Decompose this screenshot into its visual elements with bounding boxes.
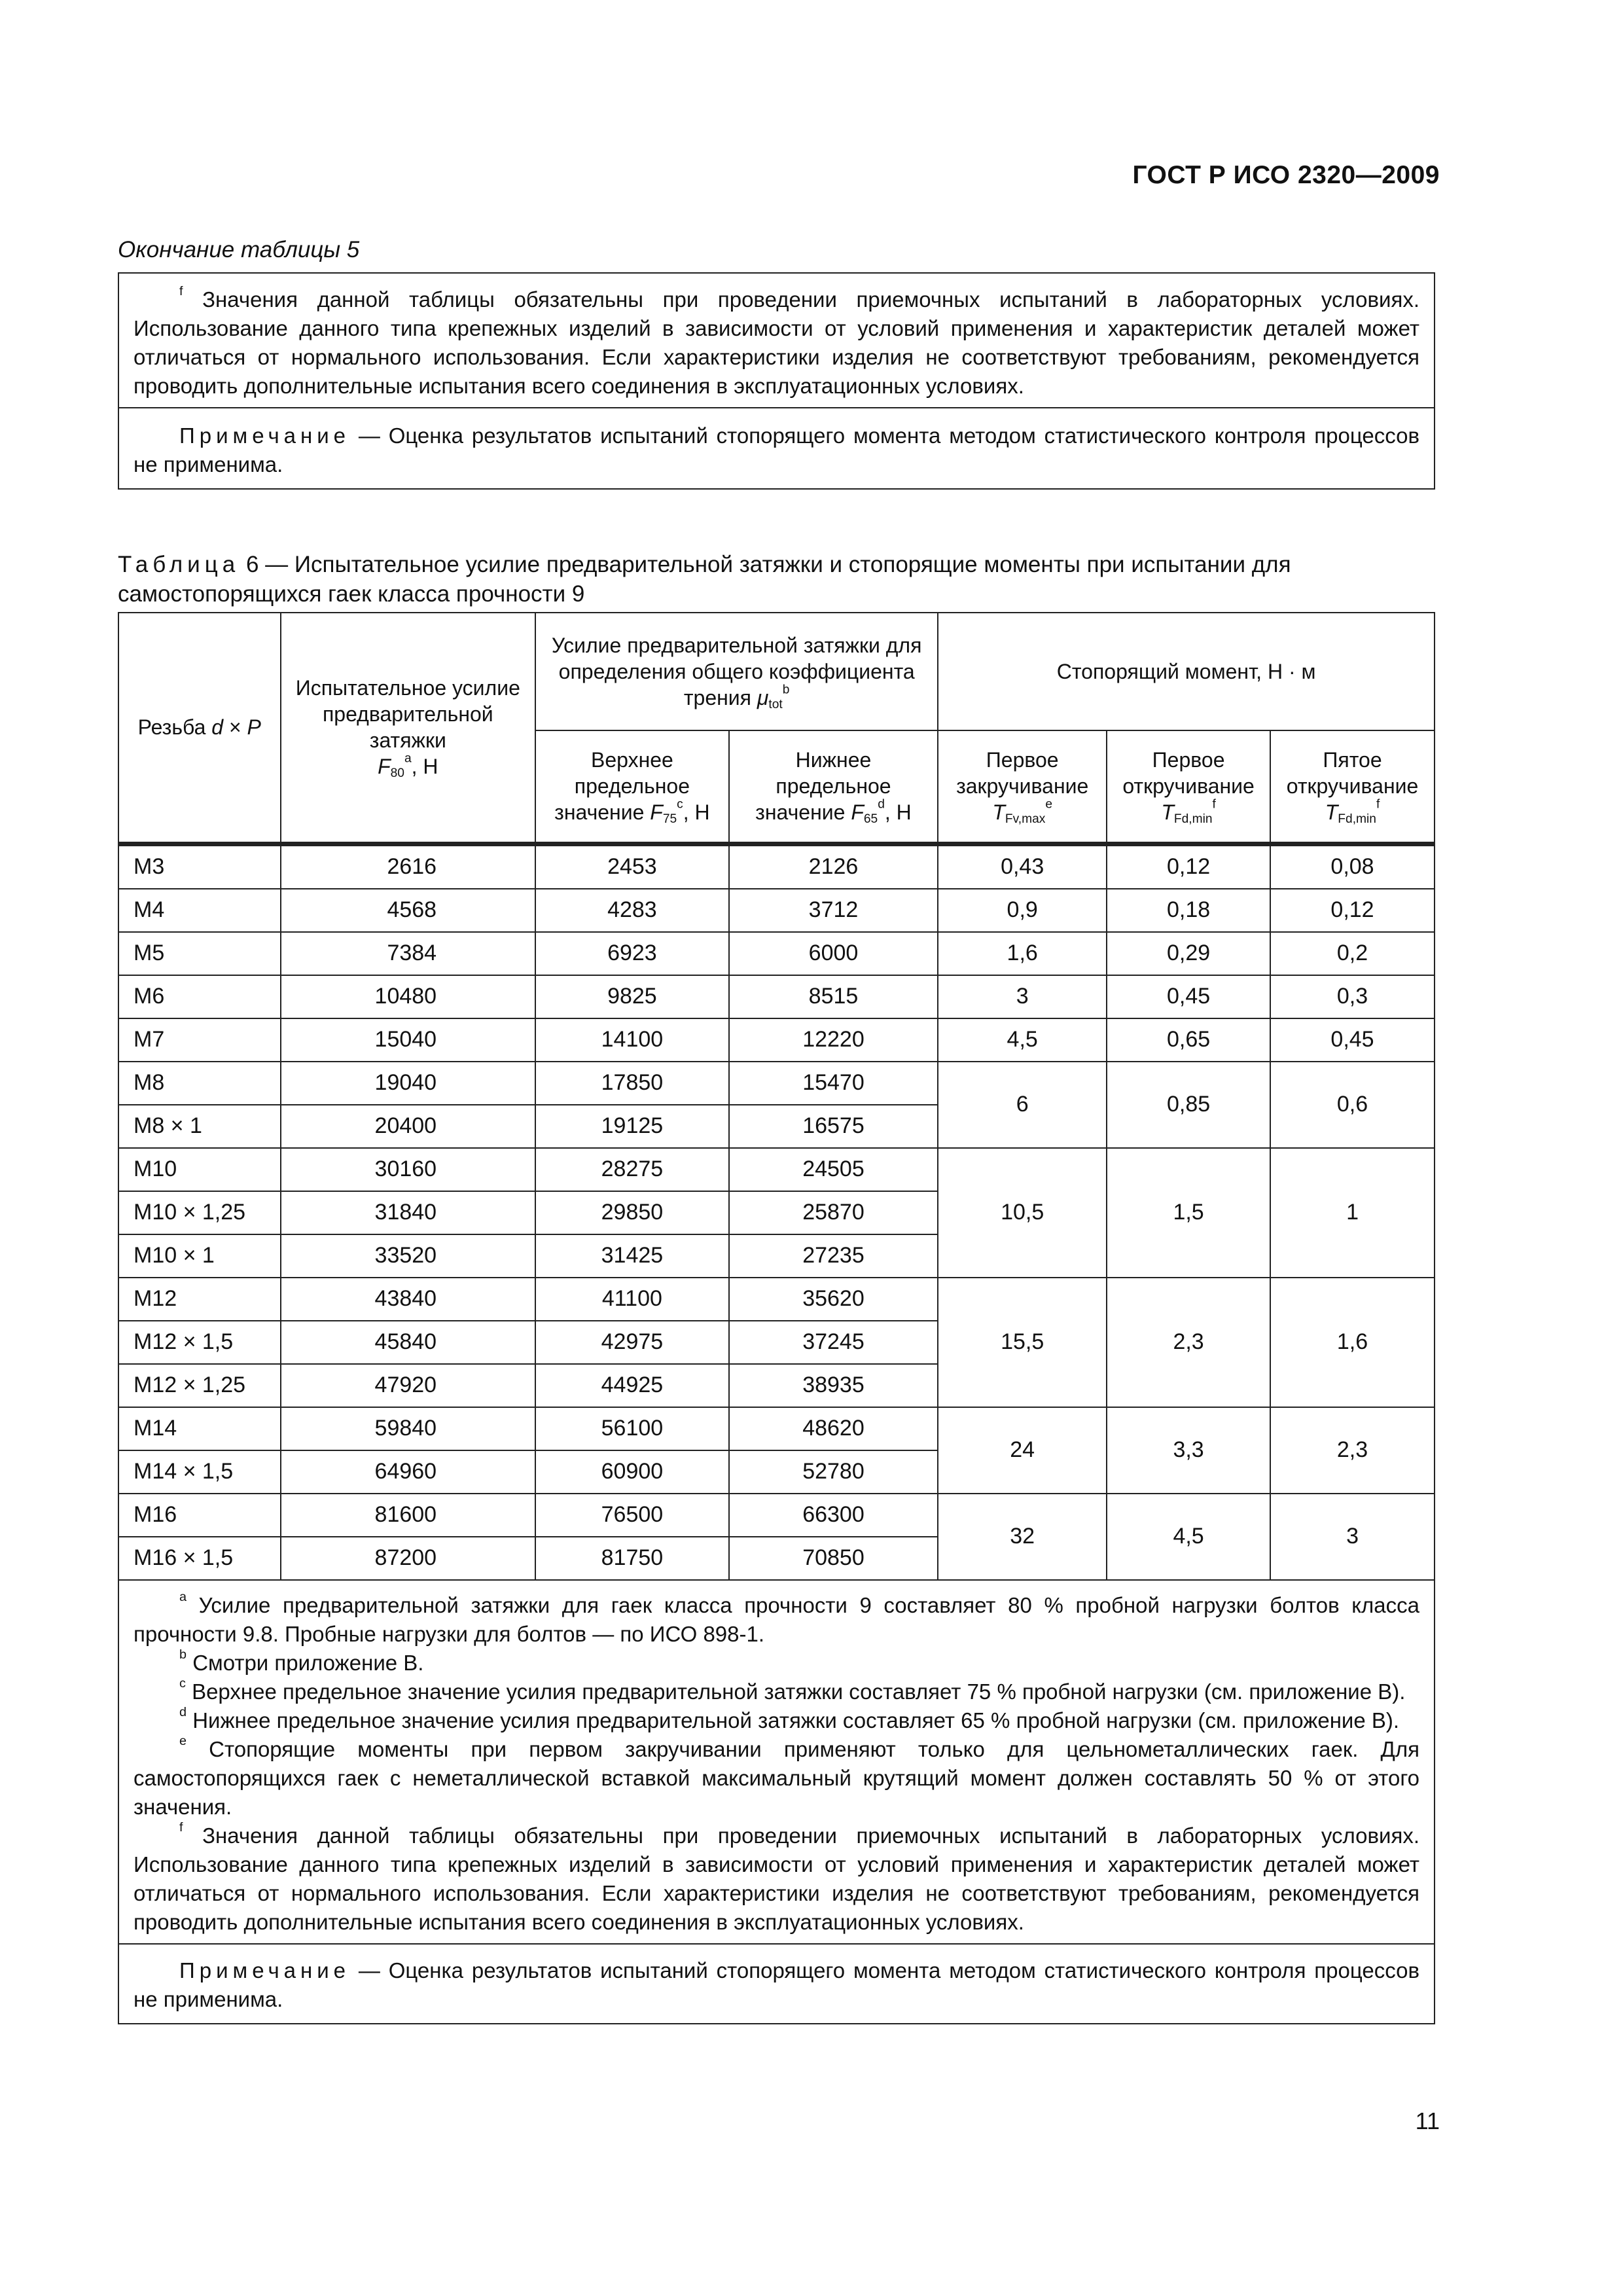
cell-f65: 6000 — [729, 932, 938, 975]
cell-f80: 45840 — [281, 1321, 536, 1364]
header-torque-group: Стопорящий момент, Н · м — [938, 613, 1435, 730]
table6-title — [118, 550, 1435, 609]
cell-f65: 12220 — [729, 1018, 938, 1062]
cell-f80: 15040 — [281, 1018, 536, 1062]
table5-ending — [118, 272, 1435, 490]
table-row — [118, 844, 1435, 889]
cell-fifth-loosening: 0,2 — [1270, 932, 1435, 975]
cell-f75: 14100 — [535, 1018, 729, 1062]
cell-first-loosening: 1,5 — [1107, 1148, 1270, 1278]
cell-f65: 3712 — [729, 889, 938, 932]
cell-first-loosening: 0,45 — [1107, 975, 1270, 1018]
cell-first-tightening: 15,5 — [938, 1278, 1107, 1407]
header-upper: Верхнее предельное значение $F_{75}^c$, Н — [535, 730, 729, 844]
table5-footnote-f — [119, 274, 1434, 408]
document-id: ГОСТ Р ИСО 2320—2009 — [1132, 161, 1440, 189]
cell-f80: 30160 — [281, 1148, 536, 1191]
table5-note — [119, 408, 1434, 488]
cell-fifth-loosening: 0,6 — [1270, 1062, 1435, 1148]
cell-first-loosening: 0,29 — [1107, 932, 1270, 975]
footnote-c: $^c$ Верхнее предельное значение усилия предварительной затяжки составляет 75 % пробной нагрузки (см. приложение В). — [179, 1676, 1406, 1704]
cell-f75: 28275 — [535, 1148, 729, 1191]
footnotes-row — [118, 1580, 1435, 1944]
cell-f75: 44925 — [535, 1364, 729, 1407]
cell-fifth-loosening: 0,08 — [1270, 844, 1435, 889]
cell-fifth-loosening: 3 — [1270, 1494, 1435, 1580]
table-row — [118, 1018, 1435, 1062]
table-row — [118, 889, 1435, 932]
cell-fifth-loosening: 0,3 — [1270, 975, 1435, 1018]
cell-f75: 2453 — [535, 844, 729, 889]
cell-thread: М7 — [118, 1018, 281, 1062]
cell-thread: М8 — [118, 1062, 281, 1105]
cell-f65: 35620 — [729, 1278, 938, 1321]
cell-thread: М4 — [118, 889, 281, 932]
cell-f80: 59840 — [281, 1407, 536, 1450]
header-preload-group: Усилие предварительной затяжки для определения общего коэффициента трения $\mu_{tot}^b$ — [535, 613, 938, 730]
cell-f80: 33520 — [281, 1234, 536, 1278]
cell-fifth-loosening: 1,6 — [1270, 1278, 1435, 1407]
cell-thread: М16 — [118, 1494, 281, 1537]
cell-thread: М6 — [118, 975, 281, 1018]
cell-first-tightening: 1,6 — [938, 932, 1107, 975]
cell-f75: 31425 — [535, 1234, 729, 1278]
cell-thread: М10 — [118, 1148, 281, 1191]
note-text: — Оценка результатов испытаний стопорящего момента методом статистического контроля процессов не применима. — [134, 423, 1419, 476]
cell-f65: 27235 — [729, 1234, 938, 1278]
cell-first-loosening: 0,12 — [1107, 844, 1270, 889]
cell-f65: 66300 — [729, 1494, 938, 1537]
cell-f75: 4283 — [535, 889, 729, 932]
header-fifth-loosening: Пятое откручивание $T_{Fd,min}^f$ — [1270, 730, 1435, 844]
cell-f65: 48620 — [729, 1407, 938, 1450]
cell-f65: 37245 — [729, 1321, 938, 1364]
cell-first-tightening: 10,5 — [938, 1148, 1107, 1278]
cell-f65: 24505 — [729, 1148, 938, 1191]
table-label: Таблица — [118, 552, 240, 577]
table6 — [118, 612, 1435, 2024]
cell-first-loosening: 2,3 — [1107, 1278, 1270, 1407]
cell-f80: 87200 — [281, 1537, 536, 1580]
cell-f80: 4568 — [281, 889, 536, 932]
note-text: — Оценка результатов испытаний стопорящего момента методом статистического контроля процессов не применима. — [134, 1958, 1419, 2011]
cell-f80: 10480 — [281, 975, 536, 1018]
cell-fifth-loosening: 0,12 — [1270, 889, 1435, 932]
cell-f75: 76500 — [535, 1494, 729, 1537]
cell-thread: М5 — [118, 932, 281, 975]
cell-f75: 60900 — [535, 1450, 729, 1494]
cell-first-tightening: 0,43 — [938, 844, 1107, 889]
note-label: Примечание — [179, 423, 351, 448]
cell-f75: 6923 — [535, 932, 729, 975]
table6-note — [118, 1944, 1435, 2024]
table-row — [118, 1494, 1435, 1537]
cell-f65: 16575 — [729, 1105, 938, 1148]
cell-f65: 25870 — [729, 1191, 938, 1234]
table-row — [118, 932, 1435, 975]
cell-f65: 8515 — [729, 975, 938, 1018]
cell-f65: 52780 — [729, 1450, 938, 1494]
header-first-tightening: Первое закручивание $T_{Fv,max}^e$ — [938, 730, 1107, 844]
cell-thread: М16 × 1,5 — [118, 1537, 281, 1580]
cell-f80: 47920 — [281, 1364, 536, 1407]
cell-f75: 17850 — [535, 1062, 729, 1105]
table6-footnotes — [118, 1580, 1435, 1944]
cell-thread: М14 — [118, 1407, 281, 1450]
cell-f80: 7384 — [281, 932, 536, 975]
header-thread: Резьба d × P — [118, 613, 281, 844]
cell-f80: 81600 — [281, 1494, 536, 1537]
page-number: 11 — [1415, 2108, 1440, 2134]
cell-first-loosening: 0,85 — [1107, 1062, 1270, 1148]
cell-first-tightening: 24 — [938, 1407, 1107, 1494]
cell-first-tightening: 6 — [938, 1062, 1107, 1148]
cell-f75: 41100 — [535, 1278, 729, 1321]
cell-f65: 15470 — [729, 1062, 938, 1105]
cell-thread: М12 — [118, 1278, 281, 1321]
cell-f80: 19040 — [281, 1062, 536, 1105]
footnote-text: Значения данной таблицы обязательны при проведении приемочных испытаний в лабораторных условиях. Использование данного типа крепежных изделий в зависимости от условий применения и характеристик деталей может отличаться от нормального использования. Если характеристики изделия не соответствуют требованиям, рекомендуется проводить дополнительные испытания всего соединения в эксплуатационных условиях. — [134, 287, 1419, 398]
footnote-d: $^d$ Нижнее предельное значение усилия предварительной затяжки составляет 65 % пробной нагрузки (см. приложение В). — [179, 1704, 1400, 1732]
table-row — [118, 1148, 1435, 1191]
table-row — [118, 1407, 1435, 1450]
cell-first-tightening: 4,5 — [938, 1018, 1107, 1062]
footnote-b: $^b$ Смотри приложение В. — [179, 1647, 424, 1675]
cell-thread: М3 — [118, 844, 281, 889]
cell-first-loosening: 4,5 — [1107, 1494, 1270, 1580]
cell-thread: М12 × 1,5 — [118, 1321, 281, 1364]
table-row — [118, 1278, 1435, 1321]
cell-fifth-loosening: 2,3 — [1270, 1407, 1435, 1494]
header-test-force: Испытательное усилие предварительной затяжки $F_{80}^a$, Н — [281, 613, 536, 844]
cell-thread: М10 × 1,25 — [118, 1191, 281, 1234]
cell-f80: 64960 — [281, 1450, 536, 1494]
table-continuation-caption: Окончание таблицы 5 — [118, 237, 360, 262]
cell-f75: 29850 — [535, 1191, 729, 1234]
cell-fifth-loosening: 0,45 — [1270, 1018, 1435, 1062]
table-title-text: 6 — Испытательное усилие предварительной затяжки и стопорящие моменты при испытании для самостопорящихся гаек класса прочности 9 — [118, 552, 1291, 607]
cell-thread: М10 × 1 — [118, 1234, 281, 1278]
table-row — [118, 1062, 1435, 1105]
cell-first-tightening: 3 — [938, 975, 1107, 1018]
header-first-loosening: Первое откручивание $T_{Fd,min}^f$ — [1107, 730, 1270, 844]
cell-first-loosening: 0,65 — [1107, 1018, 1270, 1062]
cell-thread: М14 × 1,5 — [118, 1450, 281, 1494]
cell-f80: 43840 — [281, 1278, 536, 1321]
cell-f75: 19125 — [535, 1105, 729, 1148]
cell-first-tightening: 32 — [938, 1494, 1107, 1580]
cell-f75: 56100 — [535, 1407, 729, 1450]
cell-first-loosening: 3,3 — [1107, 1407, 1270, 1494]
cell-thread: М12 × 1,25 — [118, 1364, 281, 1407]
cell-f65: 2126 — [729, 844, 938, 889]
cell-f75: 42975 — [535, 1321, 729, 1364]
cell-f75: 81750 — [535, 1537, 729, 1580]
note-label: Примечание — [179, 1958, 351, 1982]
cell-f80: 31840 — [281, 1191, 536, 1234]
footnote-mark: f — [179, 284, 183, 299]
footnote-a: $^a$ Усилие предварительной затяжки для гаек класса прочности 9 составляет 80 % пробной нагрузки болтов класса прочности 9.8. Пробные нагрузки для болтов — по ИСО 898-1. — [134, 1589, 1420, 1646]
header-lower: Нижнее предельное значение $F_{65}^d$, Н — [729, 730, 938, 844]
footnote-f: $^f$ Значения данной таблицы обязательны при проведении приемочных испытаний в лабораторных условиях. Использование данного типа крепежных изделий в зависимости от условий применения и характеристик деталей может отличаться от нормального использования. Если характеристики изделия не соответствуют требованиям, рекомендуется проводить дополнительные испытания всего соединения в эксплуатационных условиях. — [134, 1820, 1419, 1934]
cell-f75: 9825 — [535, 975, 729, 1018]
table-row — [118, 975, 1435, 1018]
note-row — [118, 1944, 1435, 2024]
cell-f80: 2616 — [281, 844, 536, 889]
cell-fifth-loosening: 1 — [1270, 1148, 1435, 1278]
cell-f80: 20400 — [281, 1105, 536, 1148]
cell-thread: М8 × 1 — [118, 1105, 281, 1148]
cell-first-tightening: 0,9 — [938, 889, 1107, 932]
cell-f65: 38935 — [729, 1364, 938, 1407]
cell-first-loosening: 0,18 — [1107, 889, 1270, 932]
cell-f65: 70850 — [729, 1537, 938, 1580]
footnote-e: $^e$ Стопорящие моменты при первом закручивании применяют только для цельнометаллических гаек. Для самостопорящихся гаек с неметаллической вставкой максимальный крутящий момент должен составлять 50 % от этого значения. — [134, 1733, 1420, 1819]
